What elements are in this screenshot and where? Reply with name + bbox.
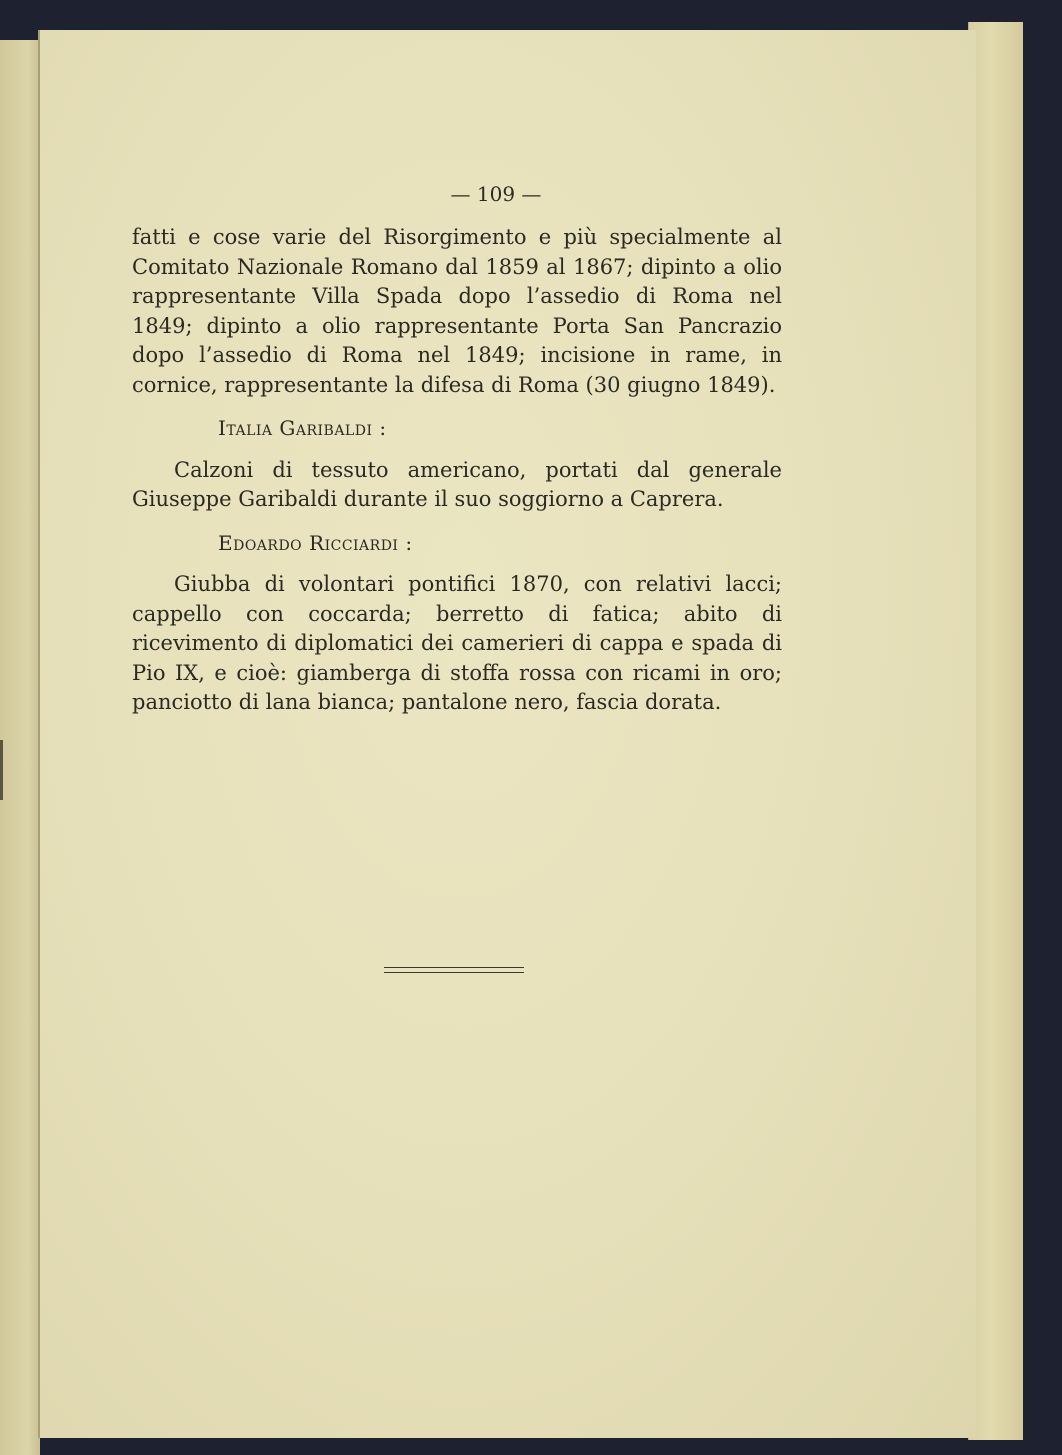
paragraph-risorgimento: fatti e cose varie del Risorgimento e più specialmente al Comitato Nazionale Romano dal 1859 al 1867; dipinto a olio rappresentante Villa Spada dopo l’assedio di Roma nel 1849; dipinto a olio rappresentante Porta San Pancrazio dopo l’assedio di Roma nel 1849; incisione in rame, in cornice, rappresentante la difesa di Roma (30 giugno 1849). [132,225,782,397]
binding-fold [0,740,3,800]
heading-edoardo-ricciardi: Edoardo Ricciardi : [218,530,413,555]
paragraph-calzoni: Calzoni di tessuto americano, portati dal generale Giuseppe Garibaldi durante il suo soggiorno a Caprera. [132,457,782,511]
double-rule-divider [384,967,524,973]
body-text [132,223,782,718]
left-page-edge [0,40,40,1455]
paragraph-giubba: Giubba di volontari pontifici 1870, con relativi lacci; cappello con coccarda; berretto di fatica; abito di ricevimento di diplomatici dei camerieri di cappa e spada di Pio IX, e cioè: giamberga di stoffa rossa con ricami in oro; panciotto di lana bianca; pantalone nero, fascia dorata. [132,572,782,714]
page-number: — 109 — [450,182,542,206]
book-page [38,30,976,1438]
heading-italia-garibaldi: Italia Garibaldi : [218,416,387,440]
back-page-edge [968,22,1023,1440]
